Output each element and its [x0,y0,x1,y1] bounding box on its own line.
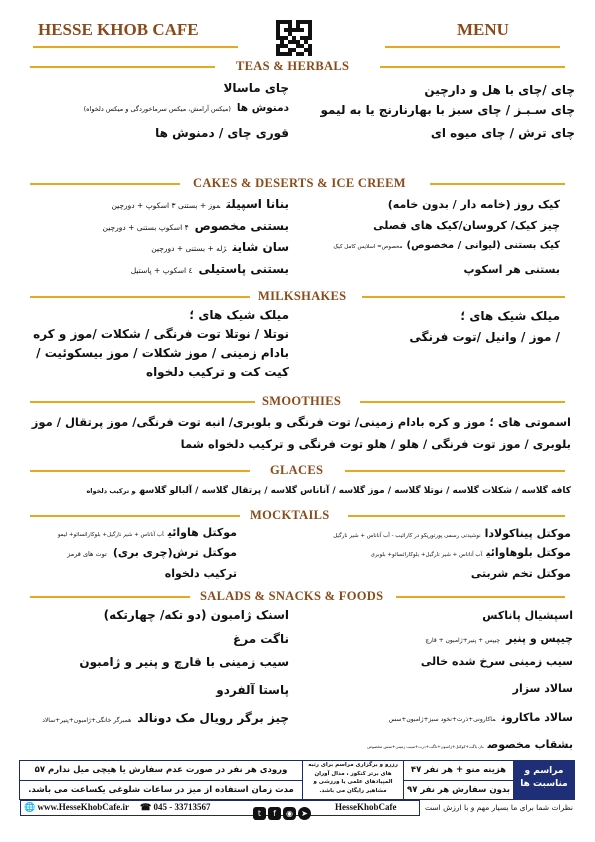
menu-item: بستنی پاستیلی٤ اسکوپ + پاستیل [130,262,289,276]
divider [345,470,565,472]
divider [396,596,565,598]
globe-icon: 🌐 [24,802,36,812]
cost-per-person: هزینه منو + هر نفر ۴۷ [410,765,507,775]
menu-item: چای ترش / چای میوه ای [430,126,575,140]
header-underline-right [385,46,560,48]
divider [30,401,255,403]
menu-item: بادام زمینی / موز شکلات / موز بیسکوئیت / [36,346,289,360]
menu-item: سالاد سزار [512,682,573,695]
phone-icon: ☎ [140,802,152,812]
divider [30,470,250,472]
website-link[interactable]: 🌐 www.HesseKhobCafe.ir [24,802,129,812]
menu-item: کیک روز (خامه دار / بدون خامه) [387,198,560,211]
social-icons [252,801,312,818]
menu-item: میلک شیک های ؛ [189,308,289,322]
menu-item: موکتل بلوهاوائیآب آناناس + شیر نارگیل+ بلوکارائسائو+ بلوبری [370,546,571,559]
menu-item: بستنی مخصوص۴ اسکوپ بستنی + دورچین [102,219,289,233]
menu-item: کیک بستنی (لیوانی / مخصوص)مخصوص= اسلایس کامل کیک [333,240,560,251]
divider [30,596,190,598]
menu-item: نوتلا / نوتلا توت فرنگی / شکلات /موز و کره [33,327,289,341]
table-time: مدت زمان استفاده از میز در ساعات شلوغی یکساعت می باشد. [28,785,294,795]
cost-no-order: بدون سفارش هر نفر ۹۷ [407,785,510,795]
twitter-icon[interactable]: t [253,807,266,820]
entry-fee: ورودی هر نفر در صورت عدم سفارش یا هیچی میل ندارم ۵۷ [34,765,288,775]
section-title-milkshakes: MILKSHAKES [258,289,347,303]
menu-item: چیز کیک/ کروسان/کیک های فصلی [373,219,560,232]
menu-item: موکتل هاوائیآب آناناس + شیر نارگیل+ بلوکارائسائو+ لیمو [57,526,237,539]
header-underline-left [33,46,238,48]
facebook-icon[interactable]: f [268,807,281,820]
divider [360,401,565,403]
menu-item: موکتل ترش(چری بری)توت های قرمز [67,546,237,559]
section-title-glaces: GLACES [270,463,324,477]
footer-hline [19,780,303,781]
menu-item: بشقاب مخصوصنان باگت+کوکتل+ژامبون+ناگت+ذرت+سیب زمینی+سس مخصوص [367,738,573,751]
menu-item: کافه گلاسه / شکلات گلاسه / نوتلا گلاسه / موز گلاسه / آناناس گلاسه / پرتقال گلاسه / آلبالو گلاسهو ترکیب دلخواه [86,486,571,496]
divider [362,296,565,298]
menu-item: سیب زمینی سرخ شده خالی [420,655,573,668]
section-title-mocktails: MOCKTAILS [250,508,330,522]
menu-item: اسنک ژامبون (دو تکه/ چهارتکه) [103,608,289,622]
menu-item: میلک شیک های ؛ [460,309,560,323]
menu-item: چیپس و پنیرچیپس + پنیر+ژامبون + قارچ [425,632,573,645]
menu-item: ترکیب دلخواه [164,567,237,580]
divider [348,515,565,517]
menu-item: چای ماسالا [223,81,289,95]
divider [30,515,240,517]
divider [430,183,565,185]
instagram-icon[interactable]: ◉ [283,807,296,820]
menu-item: ناگت مرغ [233,632,289,646]
menu-item: چای سـبـز / چای سبز با بهارنارنج یا به لیمو [320,103,575,117]
qr-code[interactable] [276,20,312,56]
divider [30,296,250,298]
section-title-cakes: CAKES & DESERTS & ICE CREEM [193,176,406,190]
menu-item: بلوبری / موز توت فرنگی / هلو / هلو توت فرنگی و ترکیب دلخواه شما [180,437,571,451]
divider [30,66,215,68]
menu-item: سیب زمینی با قارچ و پنیر و ژامبون [79,655,289,669]
menu-item: موکتل تخم شربتی [470,567,571,580]
menu-item: چای /چای با هل و دارچین [424,83,575,97]
section-title-teas: TEAS & HERBALS [236,59,350,73]
menu-title: MENU [457,20,509,39]
menu-item: کیت کت و ترکیب دلخواه [145,365,289,379]
menu-item: دمنوش ها(میکس آرامش، میکس سرماخوردگی و میکس دلخواه) [83,102,289,114]
divider [30,183,180,185]
telegram-icon[interactable]: ➤ [298,807,311,820]
feedback-note: نظرات شما برای ما بسیار مهم و با ارزش است [425,803,573,812]
menu-item: سان شاینژله + بستنی + دورچین [151,240,289,254]
phone-number[interactable]: ☎ 045 - 33713567 [140,802,211,812]
menu-item: / موز / وانیل /توت فرنگی [409,330,560,344]
section-title-smoothies: SMOOTHIES [262,394,342,408]
divider [380,66,565,68]
menu-item: بنانا اسپیلتموز + بستنی ۳ اسکوپ + دورچین [111,197,289,211]
menu-item: اسموتی های ؛ موز و کره بادام زمینی/ توت فرنگی و بلوبری/ انبه توت فرنگی/ موز پرتقال / موز [31,415,571,429]
ceremony-label: مراسم و مناسبت ها [520,766,568,789]
menu-item: بستنی هر اسکوپ [463,263,560,276]
menu-item: اسپشیال پاناکس [482,609,573,622]
menu-item: موکتل پیناکولادانوشیدنی رسمی پورتوریکو در کارائیب - آب آناناس + شیر نارگیل [333,527,571,540]
section-title-salads: SALADS & SNACKS & FOODS [200,589,384,603]
social-handle[interactable]: HesseKhobCafe [335,802,397,812]
menu-item: قوری چای / دمنوش ها [155,126,289,140]
menu-item: پاستا آلفردو [216,683,289,697]
reserve-note: رزرو و برگزاری مراسم برای رتبه های برتر کنکور ، مدال آوران المپیادهای علمی یا ورزشی و مشاهیر رایگان می باشد. [308,762,398,794]
menu-item: چیز برگر رویال مک دونالدهمبرگر خانگی+ژامبون+پنیر+سالاد [42,711,289,725]
menu-item: سالاد ماکارونماکارونی+ذرت+نخود سبز+ژامبون+سس [388,711,573,724]
cafe-name: HESSE KHOB CAFE [38,20,199,39]
footer-hline [403,780,513,781]
